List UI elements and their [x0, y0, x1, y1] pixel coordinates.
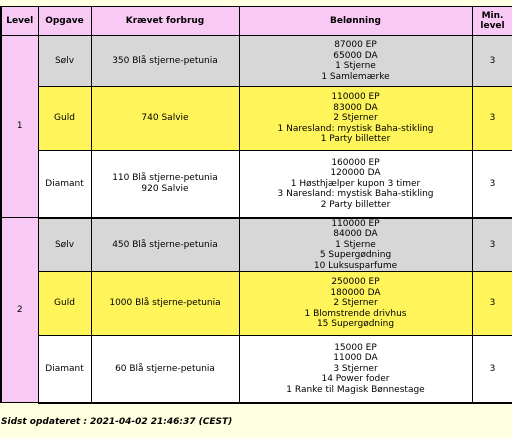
reward-line: 180000 DA — [330, 287, 381, 298]
reward-line: 11000 DA — [333, 353, 378, 363]
required-cell — [91, 36, 239, 87]
last-updated-text: Sidst opdateret : 2021-04-02 21:46:37 (CEST) — [1, 417, 233, 427]
required-cell — [91, 87, 239, 151]
reward-line: 2 Party billetter — [320, 199, 391, 210]
header-required: Krævet forbrug — [91, 7, 239, 36]
level-cell: 1 — [1, 36, 38, 218]
required-cell — [91, 336, 239, 403]
reward-cell — [239, 218, 472, 272]
table-row — [1, 218, 512, 272]
required-cell — [91, 218, 239, 272]
min-level-cell: 3 — [472, 336, 512, 403]
level-cell: 2 — [1, 218, 38, 403]
reward-line: 87000 EP — [334, 40, 377, 50]
reward-line: 1 Samlemærke — [321, 71, 390, 82]
reward-cell — [239, 87, 472, 151]
reward-cell — [239, 151, 472, 218]
reward-line: 1 Stjerne — [335, 239, 376, 250]
reward-line: 1 Ranke til Magisk Bønnestage — [286, 384, 425, 395]
min-level-cell: 3 — [472, 151, 512, 218]
reward-cell — [239, 272, 472, 336]
reward-line: 65000 DA — [333, 50, 378, 61]
required-line: 920 Salvie — [141, 183, 189, 194]
reward-line: 10 Luksusparfume — [313, 260, 398, 271]
table-row — [1, 36, 512, 87]
header-row — [1, 7, 512, 36]
task-cell: Sølv — [38, 36, 91, 87]
reward-line: 15000 EP — [334, 342, 377, 353]
reward-line: 160000 EP — [331, 157, 380, 168]
required-line: 450 Blå stjerne-petunia — [112, 239, 218, 250]
required-line: 350 Blå stjerne-petunia — [112, 55, 218, 66]
reward-line: 5 Supergødning — [319, 250, 392, 260]
header-reward: Belønning — [239, 7, 472, 36]
reward-line: 3 Naresland: mystisk Baha-stikling — [277, 189, 434, 199]
reward-line: 84000 DA — [333, 229, 378, 239]
reward-line: 15 Supergødning — [316, 319, 395, 330]
reward-line: 1 Stjerne — [335, 61, 376, 71]
min-level-cell: 3 — [472, 218, 512, 272]
reward-cell — [239, 336, 472, 403]
table-row — [1, 336, 512, 403]
reward-line: 2 Stjerner — [333, 113, 378, 124]
reward-line: 83000 DA — [333, 102, 378, 113]
reward-line: 120000 DA — [330, 168, 381, 178]
header-min-level: Min. level — [472, 7, 512, 36]
required-line: 1000 Blå stjerne-petunia — [109, 298, 221, 309]
table-row — [1, 151, 512, 218]
table-row — [1, 87, 512, 151]
table-row — [1, 272, 512, 336]
reward-line: 1 Blomstrende drivhus — [304, 308, 407, 319]
required-cell — [91, 151, 239, 218]
min-level-cell: 3 — [472, 87, 512, 151]
reward-line: 110000 EP — [331, 218, 380, 229]
task-cell: Guld — [38, 272, 91, 336]
header-task: Opgave — [38, 7, 91, 36]
min-level-cell: 3 — [472, 36, 512, 87]
required-line: 740 Salvie — [141, 113, 189, 124]
reward-line: 2 Stjerner — [333, 298, 378, 309]
reward-cell — [239, 36, 472, 87]
reward-line: 1 Naresland: mystisk Baha-stikling — [277, 123, 434, 134]
reward-line: 110000 EP — [331, 92, 380, 103]
task-cell: Diamant — [38, 336, 91, 403]
min-level-cell: 3 — [472, 272, 512, 336]
required-cell — [91, 272, 239, 336]
quest-table — [0, 6, 512, 404]
task-cell: Guld — [38, 87, 91, 151]
required-line: 60 Blå stjerne-petunia — [115, 363, 215, 374]
reward-line: 14 Power foder — [321, 374, 390, 384]
header-level: Level — [1, 7, 38, 36]
task-cell: Diamant — [38, 151, 91, 218]
table-body — [1, 36, 512, 403]
reward-line: 3 Stjerner — [333, 363, 378, 374]
task-cell: Sølv — [38, 218, 91, 272]
reward-line: 1 Høsthjælper kupon 3 timer — [290, 178, 421, 189]
required-line: 110 Blå stjerne-petunia — [112, 173, 218, 184]
reward-line: 250000 EP — [331, 277, 380, 288]
reward-line: 1 Party billetter — [320, 134, 391, 145]
